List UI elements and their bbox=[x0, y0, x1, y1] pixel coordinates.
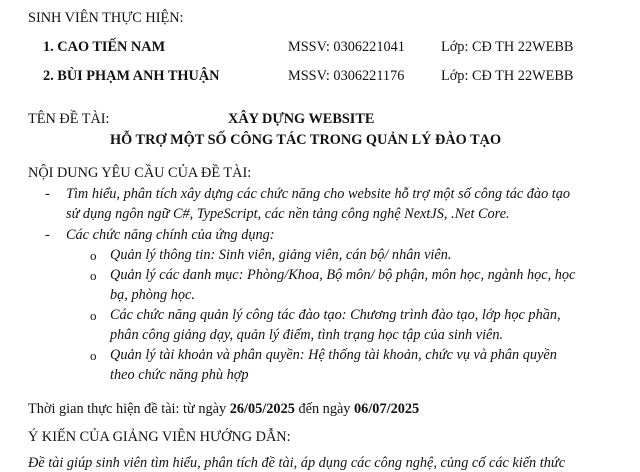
timeline bbox=[28, 400, 419, 418]
req-dash1-line1: Tìm hiểu, phân tích xây dựng các chức năng cho website hỗ trợ một số công tác đào tạo bbox=[66, 186, 571, 202]
circle-bullet: o bbox=[90, 348, 97, 363]
req-dash2: Các chức năng chính của ứng dụng: bbox=[66, 227, 275, 243]
topic-title-line2: HỖ TRỢ MỘT SỐ CÔNG TÁC TRONG QUẢN LÝ ĐÀO TẠO bbox=[110, 132, 502, 148]
req-sub4-line1: Quản lý tài khoản và phân quyền: Hệ thống tài khoản, chức vụ và phân quyền bbox=[110, 347, 557, 363]
req-sub2-line2: bạ, phòng học. bbox=[110, 287, 195, 303]
dash-bullet: - bbox=[45, 227, 50, 243]
requirements-heading: NỘI DUNG YÊU CẦU CỦA ĐỀ TÀI: bbox=[28, 165, 252, 181]
student-1-class: Lớp: CĐ TH 22WEBB bbox=[441, 39, 574, 55]
dash-bullet: - bbox=[45, 186, 50, 202]
advisor-heading: Ý KIẾN CỦA GIẢNG VIÊN HƯỚNG DẪN: bbox=[28, 429, 291, 445]
student-1-mssv: MSSV: 0306221041 bbox=[288, 39, 405, 55]
advisor-text: Đề tài giúp sinh viên tìm hiểu, phân tích đề tài, áp dụng các công nghệ, củng cố các kiến thức bbox=[28, 455, 566, 471]
req-sub3-line1: Các chức năng quản lý công tác đào tạo: Chương trình đào tạo, lớp học phần, bbox=[110, 307, 561, 323]
req-sub4-line2: theo chức năng phù hợp bbox=[110, 367, 249, 383]
req-sub1: Quản lý thông tin: Sinh viên, giảng viên, cán bộ/ nhân viên. bbox=[110, 247, 452, 263]
req-dash1-line2: sử dụng ngôn ngữ C#, TypeScript, các nền tảng công nghệ NextJS, .Net Core. bbox=[66, 206, 510, 222]
req-sub2-line1: Quản lý các danh mục: Phòng/Khoa, Bộ môn/ bộ phận, môn học, ngành học, học bbox=[110, 267, 576, 283]
timeline-prefix: Thời gian thực hiện đề tài: từ ngày bbox=[28, 401, 230, 417]
req-sub3-line2: phân công giảng dạy, quản lý điểm, tình trạng học tập của sinh viên. bbox=[110, 327, 504, 343]
topic-label: TÊN ĐỀ TÀI: bbox=[28, 111, 110, 127]
circle-bullet: o bbox=[90, 308, 97, 323]
student-2-class: Lớp: CĐ TH 22WEBB bbox=[441, 68, 574, 84]
student-2-name: 2. BÙI PHẠM ANH THUẬN bbox=[43, 68, 220, 84]
timeline-end-date: 06/07/2025 bbox=[354, 401, 420, 417]
student-2-mssv: MSSV: 0306221176 bbox=[288, 68, 405, 84]
student-1-name: 1. CAO TIẾN NAM bbox=[43, 39, 166, 55]
timeline-start-date: 26/05/2025 bbox=[229, 401, 295, 417]
circle-bullet: o bbox=[90, 248, 97, 263]
topic-title-line1: XÂY DỰNG WEBSITE bbox=[228, 111, 375, 127]
students-heading: SINH VIÊN THỰC HIỆN: bbox=[28, 10, 184, 26]
circle-bullet: o bbox=[90, 268, 97, 283]
timeline-middle: đến ngày bbox=[294, 401, 355, 417]
